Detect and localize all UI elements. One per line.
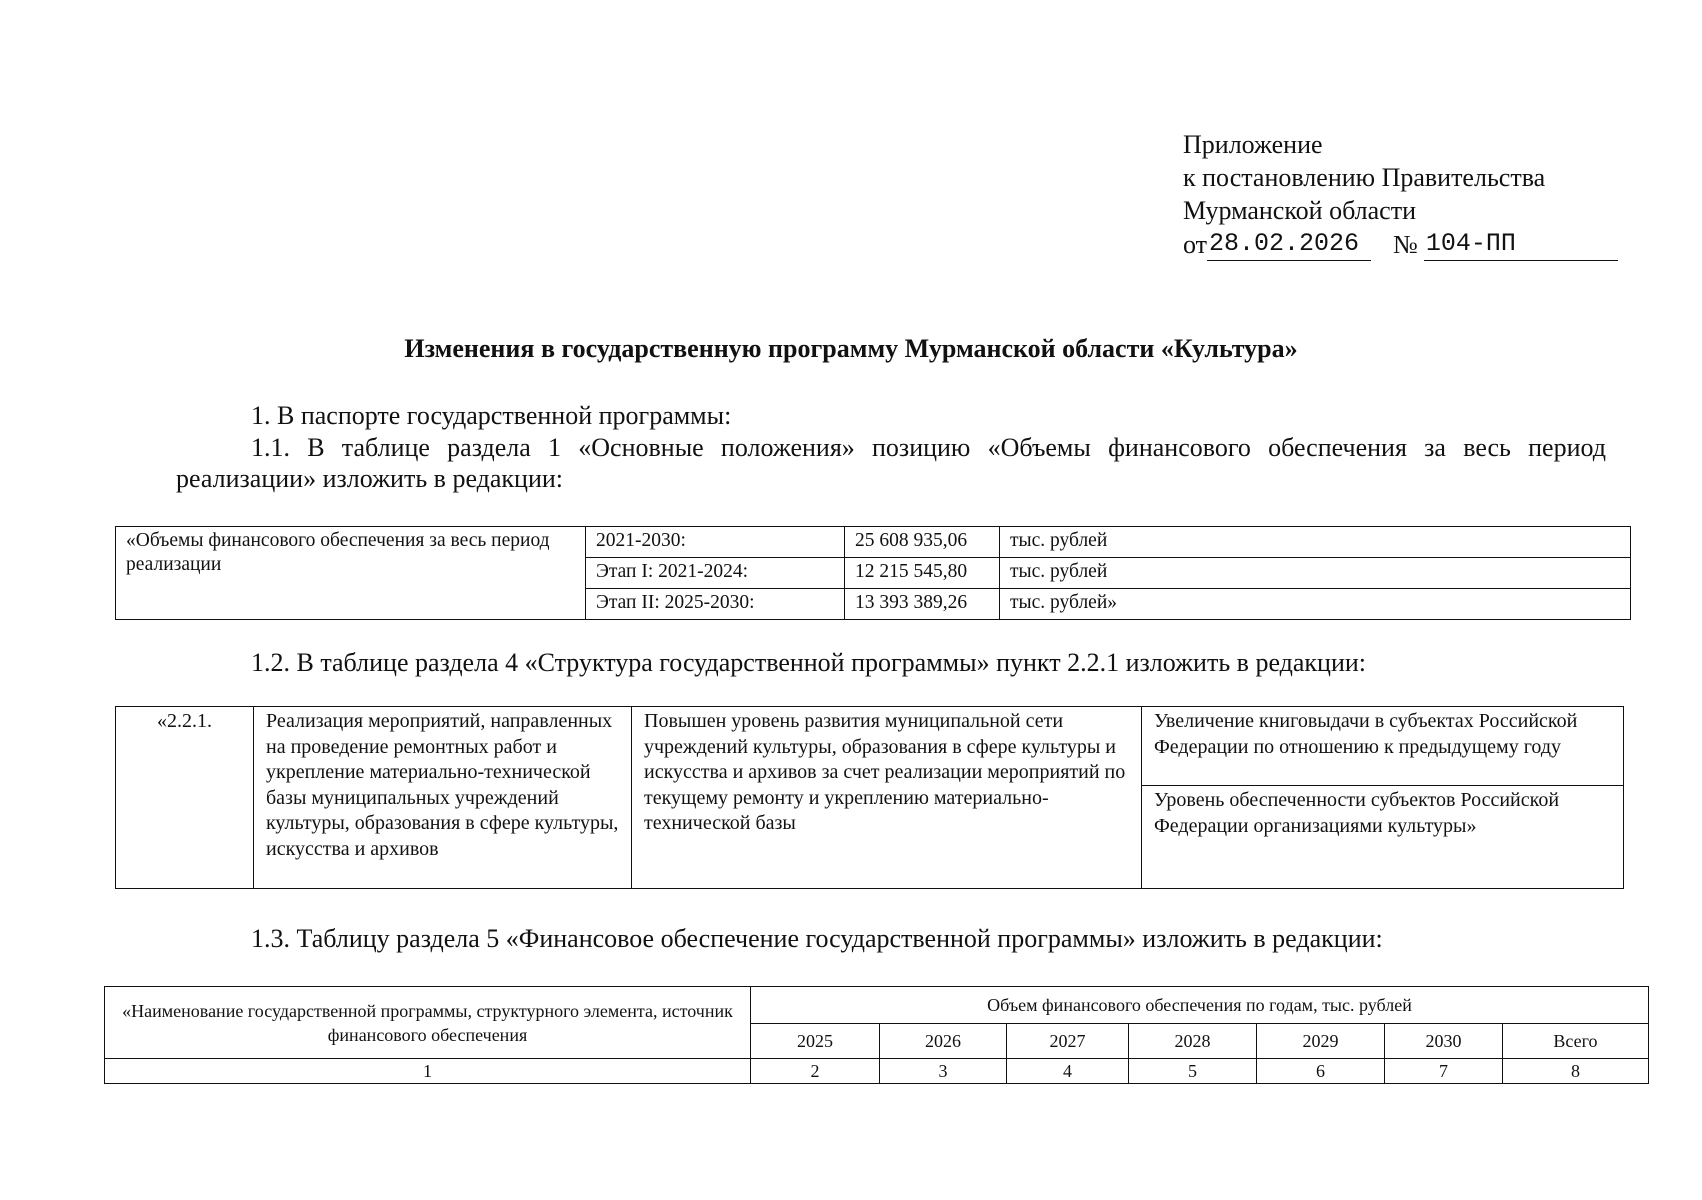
indicator-cell-2: Уровень обеспеченности субъектов Российской Федерации организациями культуры» bbox=[1142, 786, 1624, 889]
table-header-row bbox=[105, 987, 1649, 1024]
unit-cell: тыс. рублей bbox=[1000, 558, 1631, 589]
section-1-1-text: 1.1. В таблице раздела 1 «Основные положения» позицию «Объемы финансового обеспечения за весь период реализации» изложить в редакции: bbox=[176, 433, 1606, 493]
date-prefix: от bbox=[1183, 230, 1208, 259]
name-header-cell: «Наименование государственной программы, структурного элемента, источник финансового обеспечения bbox=[105, 987, 751, 1059]
period-cell: Этап I: 2021-2024: bbox=[586, 558, 845, 589]
year-cell: 2027 bbox=[1007, 1024, 1129, 1059]
year-cell: 2028 bbox=[1129, 1024, 1257, 1059]
total-cell: Всего bbox=[1503, 1024, 1649, 1059]
column-number-cell: 6 bbox=[1257, 1059, 1385, 1084]
item-number-cell: «2.2.1. bbox=[116, 707, 254, 889]
unit-cell: тыс. рублей» bbox=[1000, 589, 1631, 620]
period-cell: 2021-2030: bbox=[586, 527, 845, 558]
program-structure-table bbox=[115, 706, 1624, 889]
column-number-row bbox=[105, 1059, 1649, 1084]
appendix-block bbox=[1183, 128, 1618, 261]
column-number-cell: 5 bbox=[1129, 1059, 1257, 1084]
amount-cell: 12 215 545,80 bbox=[845, 558, 1000, 589]
amount-cell: 25 608 935,06 bbox=[845, 527, 1000, 558]
document-title: Изменения в государственную программу Мурманской области «Культура» bbox=[404, 334, 1298, 363]
section-1-heading: 1. В паспорте государственной программы: bbox=[251, 401, 732, 430]
column-number-cell: 2 bbox=[751, 1059, 880, 1084]
section-1-3-text: 1.3. Таблицу раздела 5 «Финансовое обеспечение государственной программы» изложить в редакции: bbox=[251, 924, 1383, 953]
task-cell: Реализация мероприятий, направленных на проведение ремонтных работ и укрепление материально-технической базы муниципальных учреждений культуры, образования в сфере культуры, искусства и архивов bbox=[254, 707, 632, 889]
appendix-date-line bbox=[1183, 227, 1618, 261]
column-number-cell: 7 bbox=[1385, 1059, 1503, 1084]
decree-date: 28.02.2026 bbox=[1207, 227, 1371, 261]
financing-label-cell: «Объемы финансового обеспечения за весь период реализации bbox=[116, 527, 586, 620]
unit-cell: тыс. рублей bbox=[1000, 527, 1631, 558]
column-number-cell: 4 bbox=[1007, 1059, 1129, 1084]
period-cell: Этап II: 2025-2030: bbox=[586, 589, 845, 620]
year-cell: 2026 bbox=[880, 1024, 1007, 1059]
decree-number: 104-ПП bbox=[1424, 227, 1618, 261]
year-cell: 2029 bbox=[1257, 1024, 1385, 1059]
amount-cell: 13 393 389,26 bbox=[845, 589, 1000, 620]
result-cell: Повышен уровень развития муниципальной сети учреждений культуры, образования в сфере культуры и искусства и архивов за счет реализации мероприятий по текущему ремонту и укреплению материально-технической базы bbox=[632, 707, 1142, 889]
column-number-cell: 3 bbox=[880, 1059, 1007, 1084]
indicator-cell-1: Увеличение книговыдачи в субъектах Российской Федерации по отношению к предыдущему году bbox=[1142, 707, 1624, 786]
number-sign: № bbox=[1393, 230, 1418, 259]
year-cell: 2030 bbox=[1385, 1024, 1503, 1059]
table-row bbox=[116, 527, 1631, 558]
appendix-line-3: Мурманской области bbox=[1183, 196, 1416, 225]
column-number-cell: 8 bbox=[1503, 1059, 1649, 1084]
section-1-2-text: 1.2. В таблице раздела 4 «Структура государственной программы» пункт 2.2.1 изложить в редакции: bbox=[251, 648, 1367, 677]
year-cell: 2025 bbox=[751, 1024, 880, 1059]
financial-provision-table bbox=[104, 986, 1649, 1084]
financing-volume-table bbox=[115, 526, 1631, 620]
volume-header-cell: Объем финансового обеспечения по годам, тыс. рублей bbox=[751, 987, 1649, 1024]
appendix-line-2: к постановлению Правительства bbox=[1183, 163, 1546, 192]
column-number-cell: 1 bbox=[105, 1059, 751, 1084]
appendix-title: Приложение bbox=[1183, 130, 1323, 159]
table-row bbox=[116, 707, 1624, 786]
